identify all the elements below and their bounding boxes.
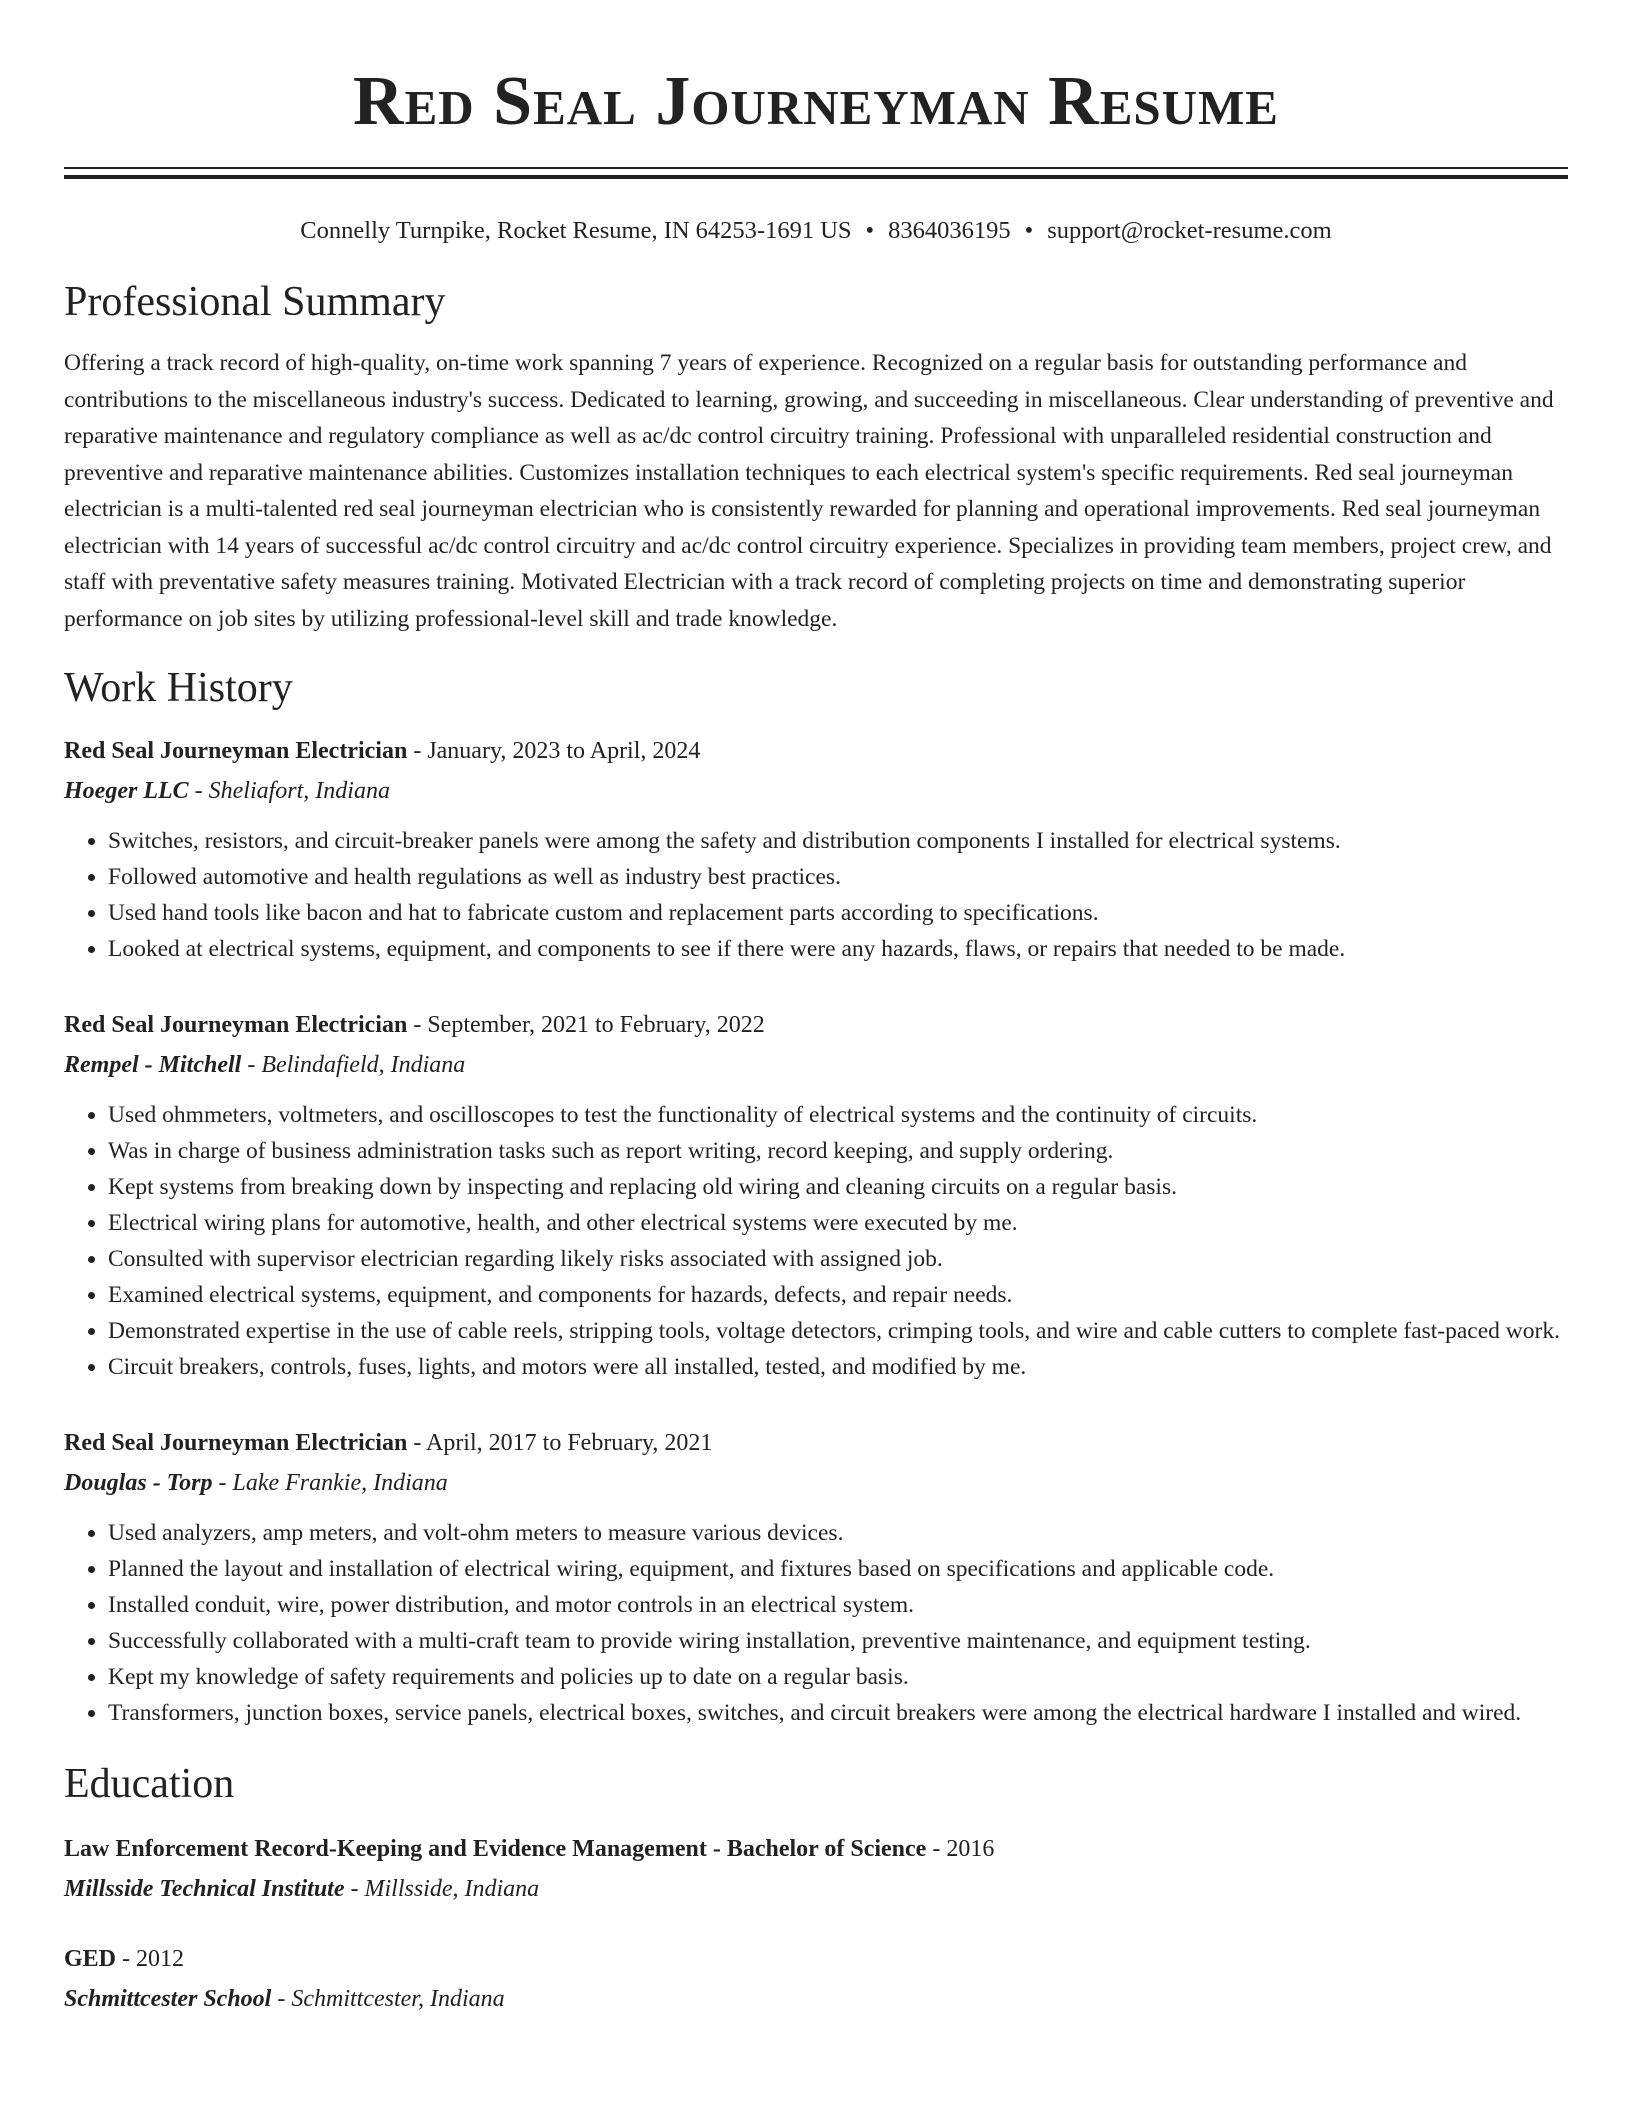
contact-separator: •	[1024, 217, 1034, 244]
education-entry	[64, 1829, 1568, 1909]
job-bullet: • Was in charge of business administration tasks such as report writing, record keeping, and supply ordering.	[108, 1133, 1568, 1169]
company-line: Rempel - Mitchell - Belindafield, Indiana	[64, 1052, 466, 1078]
company-line: Douglas - Torp - Lake Frankie, Indiana	[64, 1470, 448, 1496]
job-title: Red Seal Journeyman Electrician	[64, 1012, 408, 1038]
job-bullet: • Used hand tools like bacon and hat to fabricate custom and replacement parts according to specifications.	[108, 895, 1568, 931]
job-bullet: • Used analyzers, amp meters, and volt-ohm meters to measure various devices.	[108, 1515, 1568, 1551]
contact-phone: 8364036195	[888, 217, 1011, 244]
job-bullet: • Kept my knowledge of safety requirements and policies up to date on a regular basis.	[108, 1659, 1568, 1695]
job-bullet: • Consulted with supervisor electrician regarding likely risks associated with assigned job.	[108, 1241, 1568, 1277]
job-title: Red Seal Journeyman Electrician	[64, 1430, 408, 1456]
title-divider-thin	[64, 167, 1568, 169]
company-line: Hoeger LLC - Sheliafort, Indiana	[64, 778, 390, 804]
job-dates: April, 2017 to February, 2021	[425, 1430, 713, 1456]
work-history-heading: Work History	[64, 665, 293, 711]
school-location: Millsside, Indiana	[364, 1876, 540, 1902]
contact-separator: •	[865, 217, 875, 244]
company-name: Douglas - Torp	[64, 1470, 213, 1496]
job-bullets	[64, 1515, 1568, 1731]
job-bullet: • Used ohmmeters, voltmeters, and oscilloscopes to test the functionality of electrical systems and the continuity of circuits.	[108, 1097, 1568, 1133]
job-bullet: • Successfully collaborated with a multi-craft team to provide wiring installation, preventive maintenance, and equipment testing.	[108, 1623, 1568, 1659]
company-location: Lake Frankie, Indiana	[232, 1470, 448, 1496]
job-bullet: • Electrical wiring plans for automotive, health, and other electrical systems were executed by me.	[108, 1205, 1568, 1241]
job-bullet: • Looked at electrical systems, equipment, and components to see if there were any hazards, flaws, or repairs that needed to be made.	[108, 931, 1568, 967]
company-name: Rempel - Mitchell	[64, 1052, 242, 1078]
school-location: Schmittcester, Indiana	[291, 1986, 505, 2012]
job-bullet: • Circuit breakers, controls, fuses, lights, and motors were all installed, tested, and modified by me.	[108, 1349, 1568, 1385]
job-title-line: Red Seal Journeyman Electrician - January, 2023 to April, 2024	[64, 738, 701, 764]
job-entry	[64, 731, 1568, 967]
job-bullet: • Transformers, junction boxes, service panels, electrical boxes, switches, and circuit breakers were among the electrical hardware I installed and wired.	[108, 1695, 1568, 1731]
degree-name: Law Enforcement Record-Keeping and Evidence Management - Bachelor of Science	[64, 1836, 927, 1862]
job-title-line: Red Seal Journeyman Electrician - September, 2021 to February, 2022	[64, 1012, 765, 1038]
company-location: Sheliafort, Indiana	[208, 778, 390, 804]
summary-text: Offering a track record of high-quality, on-time work spanning 7 years of experience. Recognized on a regular basis for outstanding performance and contributions to the miscellaneous industry's success. Dedicated to learning, growing, and succeeding in miscellaneous. Clear understanding of preventive and reparative maintenance and regulatory compliance as well as ac/dc control circuitry training. Professional with unparalleled residential construction and preventive and reparative maintenance abilities. Customizes installation techniques to each electrical system's specific requirements. Red seal journeyman electrician is a multi-talented red seal journeyman electrician who is consistently rewarded for planning and operational improvements. Red seal journeyman electrician with 14 years of successful ac/dc control circuitry and ac/dc control circuitry experience. Specializes in providing team members, project crew, and staff with preventative safety measures training. Motivated Electrician with a track record of completing projects on time and demonstrating superior performance on job sites by utilizing professional-level skill and trade knowledge.	[64, 350, 1554, 632]
resume-title: Red Seal Journeyman Resume	[353, 63, 1279, 140]
summary-heading: Professional Summary	[64, 279, 446, 325]
job-bullet: • Installed conduit, wire, power distribution, and motor controls in an electrical system.	[108, 1587, 1568, 1623]
job-bullet: • Switches, resistors, and circuit-breaker panels were among the safety and distribution components I installed for electrical systems.	[108, 823, 1568, 859]
job-bullet: • Examined electrical systems, equipment, and components for hazards, defects, and repair needs.	[108, 1277, 1568, 1313]
job-bullet: • Followed automotive and health regulations as well as industry best practices.	[108, 859, 1568, 895]
job-entry	[64, 1423, 1568, 1731]
contact-line	[64, 215, 1568, 247]
contact-email: support@rocket-resume.com	[1047, 217, 1332, 244]
job-bullets	[64, 823, 1568, 967]
contact-address: Connelly Turnpike, Rocket Resume, IN 64253-1691 US	[300, 217, 852, 244]
degree-line: GED - 2012	[64, 1946, 185, 1972]
school-line: Schmittcester School - Schmittcester, Indiana	[64, 1986, 505, 2012]
degree-year: 2012	[136, 1946, 185, 1972]
degree-year: 2016	[946, 1836, 995, 1862]
school-line: Millsside Technical Institute - Millsside, Indiana	[64, 1876, 540, 1902]
company-name: Hoeger LLC	[64, 778, 189, 804]
degree-line: Law Enforcement Record-Keeping and Evidence Management - Bachelor of Science - 2016	[64, 1836, 995, 1862]
school-name: Millsside Technical Institute	[64, 1876, 345, 1902]
education-entry	[64, 1939, 1568, 2019]
job-bullet: • Planned the layout and installation of electrical wiring, equipment, and fixtures based on specifications and applicable code.	[108, 1551, 1568, 1587]
job-dates: September, 2021 to February, 2022	[427, 1012, 765, 1038]
education-heading: Education	[64, 1761, 235, 1807]
job-bullets	[64, 1097, 1568, 1385]
job-dates: January, 2023 to April, 2024	[427, 738, 701, 764]
title-divider-thick	[64, 175, 1568, 179]
job-title: Red Seal Journeyman Electrician	[64, 738, 408, 764]
degree-name: GED	[64, 1946, 117, 1972]
school-name: Schmittcester School	[64, 1986, 272, 2012]
job-entry	[64, 1005, 1568, 1385]
job-title-line: Red Seal Journeyman Electrician - April, 2017 to February, 2021	[64, 1430, 713, 1456]
company-location: Belindafield, Indiana	[261, 1052, 466, 1078]
job-bullet: • Demonstrated expertise in the use of cable reels, stripping tools, voltage detectors, crimping tools, and wire and cable cutters to complete fast-paced work.	[108, 1313, 1568, 1349]
job-bullet: • Kept systems from breaking down by inspecting and replacing old wiring and cleaning circuits on a regular basis.	[108, 1169, 1568, 1205]
